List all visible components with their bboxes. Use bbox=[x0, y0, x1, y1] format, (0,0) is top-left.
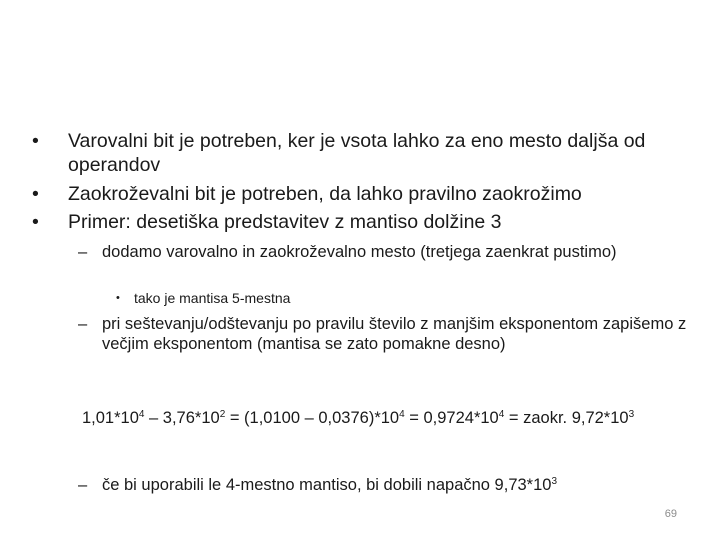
page-number: 69 bbox=[664, 508, 677, 520]
bullet-item bbox=[32, 182, 692, 206]
bullet-item bbox=[32, 129, 692, 177]
bullet-marker: • bbox=[32, 211, 39, 233]
sub-bullet-text: pri seštevanju/odštevanju po pravilu število z manjšim eksponentom zapišemo z večjim eksponentom (mantisa se zato pomakne desno) bbox=[102, 315, 687, 353]
sub-bullet-item bbox=[78, 242, 698, 262]
sub-bullet-text: dodamo varovalno in zaokroževalno mesto (tretjega zaenkrat pustimo) bbox=[102, 243, 617, 261]
bullet-text: Primer: desetiška predstavitev z mantiso dolžine 3 bbox=[68, 211, 502, 233]
bullet-text: Zaokroževalni bit je potreben, da lahko pravilno zaokrožimo bbox=[68, 183, 582, 205]
dash-marker: – bbox=[78, 476, 88, 494]
bullet-marker: • bbox=[32, 183, 39, 205]
sub-bullet-text: če bi uporabili le 4-mestno mantiso, bi dobili napačno $9,73*10^3$ bbox=[102, 476, 558, 494]
sub-sub-bullet-text: tako je mantisa 5-mestna bbox=[134, 290, 291, 306]
bullet-marker: • bbox=[32, 130, 39, 152]
sub-sub-bullet-item bbox=[116, 289, 290, 307]
sub-bullet-item bbox=[78, 314, 698, 354]
sub-bullet-item bbox=[78, 475, 698, 495]
formula-text: $1,01*10^4 - 3,76*10^2 = (1,0100 - 0,0376)*10^4 = 0,9724*10^4$ = zaokr. $9,72*10^3$ bbox=[82, 409, 635, 427]
bullet-marker: • bbox=[116, 292, 120, 304]
dash-marker: – bbox=[78, 315, 88, 333]
formula-line bbox=[82, 408, 692, 429]
bullet-item bbox=[32, 210, 692, 234]
dash-marker: – bbox=[78, 243, 88, 261]
bullet-text: Varovalni bit je potreben, ker je vsota lahko za eno mesto daljša od operandov bbox=[68, 130, 646, 176]
